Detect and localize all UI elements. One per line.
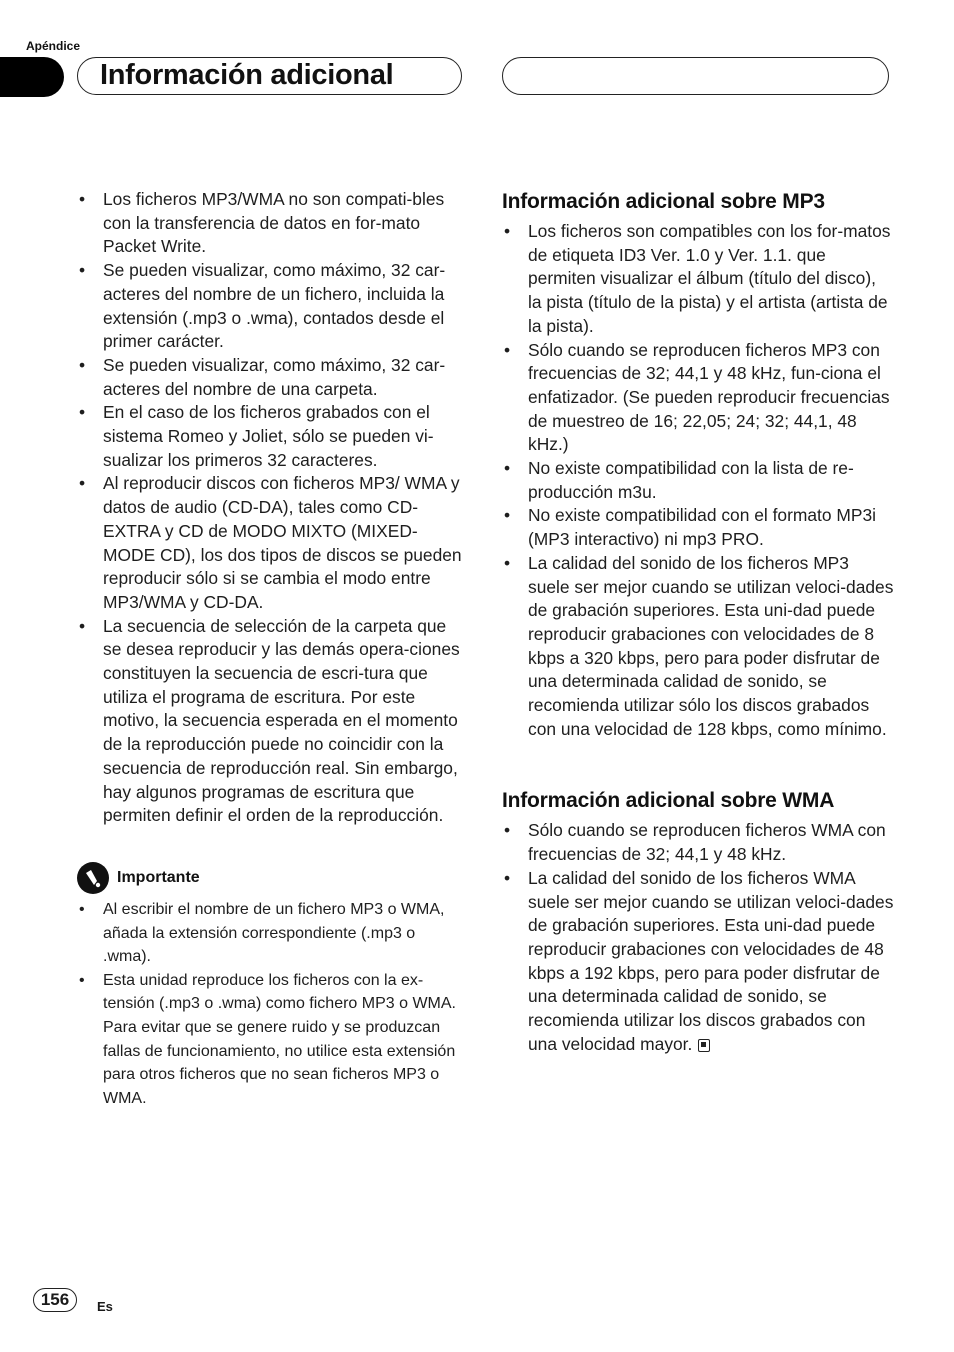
list-item: • No existe compatibilidad con el formato MP3i (MP3 interactivo) ni mp3 PRO. <box>502 504 894 551</box>
notes-list <box>77 188 467 828</box>
important-header <box>77 862 467 894</box>
list-item: • Al reproducir discos con ficheros MP3/ WMA y datos de audio (CD-DA), tales como CD-EXTRA y CD de MODO MIXTO (MIXED-MODE CD), los dos tipos de discos se pueden reproducir sólo si se cambia el modo entre MP3/WMA y CD-DA. <box>77 472 467 614</box>
list-item: • Se pueden visualizar, como máximo, 32 car-acteres del nombre de una carpeta. <box>77 354 467 401</box>
list-item: • Sólo cuando se reproducen ficheros WMA con frecuencias de 32; 44,1 y 48 kHz. <box>502 819 894 866</box>
end-mark-icon <box>698 1039 710 1052</box>
important-list <box>77 898 467 1110</box>
page-title: Información adicional <box>100 59 394 91</box>
wma-heading: Información adicional sobre WMA <box>502 789 835 813</box>
section-tab <box>0 57 64 97</box>
list-item: • Esta unidad reproduce los ficheros con la ex-tensión (.mp3 o .wma) como fichero MP3 o WMA. Para evitar que se genere ruido y se produzcan fallas de funcionamiento, no utilice esta extensión para otros ficheros que no sean ficheros MP3 o WMA. <box>77 969 467 1111</box>
list-item: • Los ficheros MP3/WMA no son compati-bles con la transferencia de datos en for-mato Packet Write. <box>77 188 467 259</box>
left-column <box>77 188 467 1110</box>
list-item: • Se pueden visualizar, como máximo, 32 car-acteres del nombre de un fichero, incluida la extensión (.mp3 o .wma), contados desde el primer carácter. <box>77 259 467 354</box>
right-column <box>502 188 894 1057</box>
mp3-list <box>502 220 894 741</box>
important-label: Importante <box>117 868 200 886</box>
title-box <box>77 57 462 95</box>
list-item <box>502 867 894 1057</box>
wma-list <box>502 819 894 1056</box>
section-label: Apéndice <box>26 39 81 53</box>
page-number: 156 <box>33 1288 77 1312</box>
caution-icon <box>77 862 109 894</box>
list-item: • Al escribir el nombre de un fichero MP3 o WMA, añada la extensión correspondiente (.mp3 o .wma). <box>77 898 467 969</box>
wma-bullet-text: La calidad del sonido de los ficheros WMA suele ser mejor cuando se utilizan veloci-dades de grabación superiores. Esta uni-dad puede reproducir grabaciones con velocidades de 48 kbps a 192 kbps, pero para poder disfrutar de una determinada calidad de sonido, se recomienda utilizar los discos grabados con una velocidad mayor. <box>528 867 894 1054</box>
list-item: • En el caso de los ficheros grabados con el sistema Romeo y Joliet, sólo se pueden vi-sualizar los primeros 32 caracteres. <box>77 401 467 472</box>
empty-header-box <box>502 57 889 95</box>
list-item: • La secuencia de selección de la carpeta que se desea reproducir y las demás opera-ciones constituyen la secuencia de escri-tura que utiliza el programa de escritura. Por este motivo, la secuencia esperada en el momento de la reproducción puede no coincidir con la secuencia de reproducción real. Sin embargo, hay algunos programas de escritura que permiten definir el orden de la reproducción. <box>77 615 467 828</box>
list-item: • Los ficheros son compatibles con los for-matos de etiqueta ID3 Ver. 1.0 y Ver. 1.1. que permiten visualizar el álbum (título del disco), la pista (título de la pista) y el artista (artista de la pista). <box>502 220 894 339</box>
language-code: Es <box>97 1299 113 1314</box>
list-item: • No existe compatibilidad con la lista de re-producción m3u. <box>502 457 894 504</box>
list-item: • Sólo cuando se reproducen ficheros MP3 con frecuencias de 32; 44,1 y 48 kHz, fun-ciona el enfatizador. (Se pueden reproducir frecuencias de muestreo de 16; 22,05; 24; 32; 44,1, 48 kHz.) <box>502 339 894 458</box>
list-item: • La calidad del sonido de los ficheros MP3 suele ser mejor cuando se utilizan veloci-dades de grabación superiores. Esta uni-dad puede reproducir grabaciones con velocidades de 8 kbps a 320 kbps, pero para poder disfrutar de una determinada calidad de sonido, se recomienda utilizar sólo los discos grabados con una velocidad de 128 kbps, como mínimo. <box>502 552 894 742</box>
mp3-heading: Información adicional sobre MP3 <box>502 190 825 213</box>
